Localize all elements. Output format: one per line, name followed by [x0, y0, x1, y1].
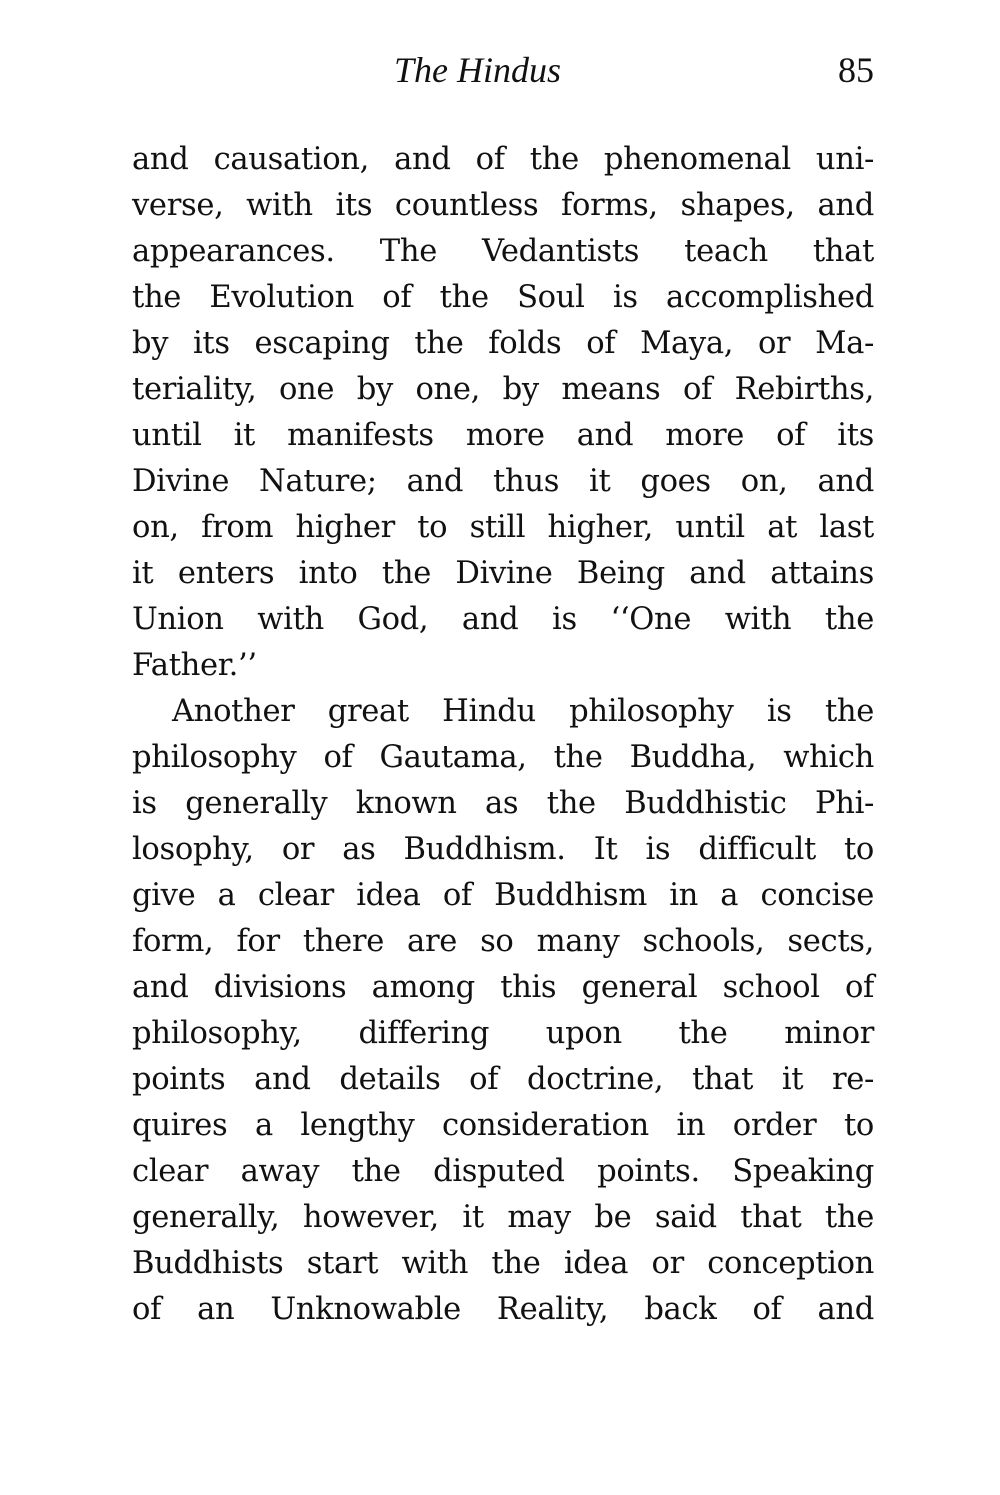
page-number: 85 — [838, 50, 874, 90]
paragraph-end-line: Father.’’ — [132, 648, 257, 683]
text-line: clear away the disputed points. Speaking — [132, 1154, 874, 1189]
running-head — [132, 46, 874, 94]
body-text — [132, 137, 874, 1333]
text-line: Union with God, and is ‘‘One with the — [132, 602, 874, 637]
text-line: until it manifests more and more of its — [132, 418, 874, 453]
text-line: generally, however, it may be said that the — [132, 1200, 874, 1235]
text-line: teriality, one by one, by means of Rebirths, — [132, 372, 874, 407]
text-line: form, for there are so many schools, sects, — [132, 924, 874, 959]
text-line: by its escaping the folds of Maya, or Ma- — [132, 326, 874, 361]
running-title: The Hindus — [394, 50, 562, 90]
text-line: the Evolution of the Soul is accomplished — [132, 280, 874, 315]
text-line: quires a lengthy consideration in order to — [132, 1108, 874, 1143]
text-line: losophy, or as Buddhism. It is difficult to — [132, 832, 874, 867]
paragraph-first-line: Another great Hindu philosophy is the — [172, 694, 874, 729]
text-line: philosophy of Gautama, the Buddha, which — [132, 740, 874, 775]
text-line: points and details of doctrine, that it re- — [132, 1062, 874, 1097]
text-line: verse, with its countless forms, shapes, and — [132, 188, 874, 223]
text-line: give a clear idea of Buddhism in a concise — [132, 878, 874, 913]
text-line: on, from higher to still higher, until at last — [132, 510, 874, 545]
text-line: it enters into the Divine Being and attains — [132, 556, 874, 591]
text-line: and causation, and of the phenomenal uni- — [132, 142, 874, 177]
text-line: and divisions among this general school of — [132, 970, 874, 1005]
text-line: is generally known as the Buddhistic Phi- — [132, 786, 874, 821]
text-line: of an Unknowable Reality, back of and — [132, 1292, 874, 1327]
text-line: Buddhists start with the idea or conception — [132, 1246, 874, 1281]
text-line: appearances. The Vedantists teach that — [132, 234, 874, 269]
text-line: Divine Nature; and thus it goes on, and — [132, 464, 874, 499]
text-line: philosophy, differing upon the minor — [132, 1016, 874, 1051]
